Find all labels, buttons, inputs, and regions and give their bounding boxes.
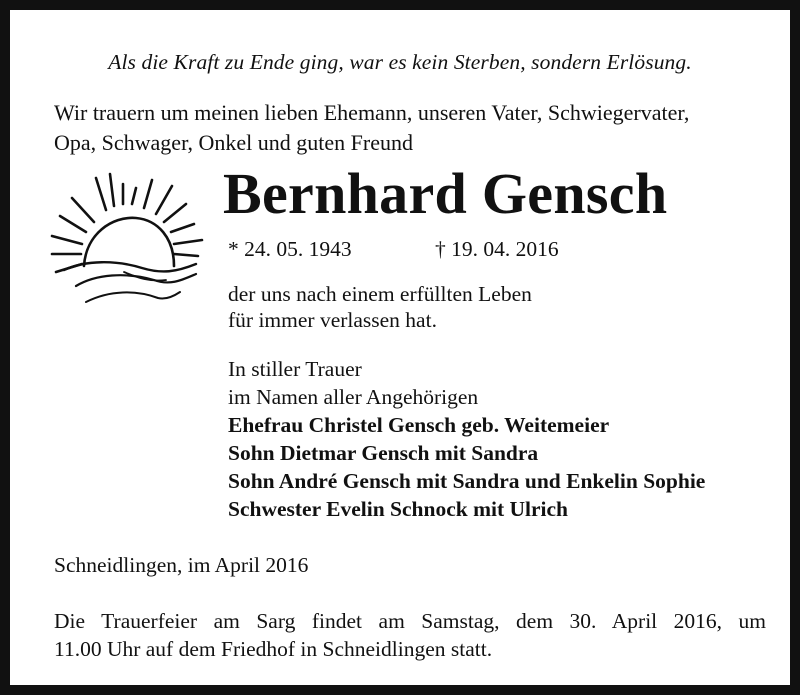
motto: Als die Kraft zu Ende ging, war es kein Sterben, sondern Erlösung. <box>108 50 692 74</box>
mourner-name: Sohn André Gensch mit Sandra und Enkelin Sophie <box>228 469 706 493</box>
mourner-name: Sohn Dietmar Gensch mit Sandra <box>228 441 539 465</box>
funeral-info <box>54 607 766 663</box>
mourners-line-1: In stiller Trauer <box>228 357 362 381</box>
mourner-name: Ehefrau Christel Gensch geb. Weitemeier <box>228 413 610 437</box>
sunset-over-hills-icon <box>46 168 206 313</box>
death-date: † 19. 04. 2016 <box>435 237 559 261</box>
tribute-text <box>228 281 532 333</box>
intro-line-1: Wir trauern um meinen lieben Ehemann, unseren Vater, Schwiegervater, <box>54 100 690 125</box>
tribute-line-2: für immer verlassen hat. <box>228 308 437 332</box>
mourners-block <box>228 355 705 523</box>
deceased-name: Bernhard Gensch <box>223 161 668 226</box>
funeral-line-1: Die Trauerfeier am Sarg findet am Samstag, dem 30. April 2016, um <box>54 609 766 633</box>
birth-date: * 24. 05. 1943 <box>228 237 352 261</box>
funeral-line-2: 11.00 Uhr auf dem Friedhof in Schneidlingen statt. <box>54 637 493 661</box>
mourners-line-2: im Namen aller Angehörigen <box>228 385 479 409</box>
mourner-name: Schwester Evelin Schnock mit Ulrich <box>228 497 569 521</box>
place-date: Schneidlingen, im April 2016 <box>54 553 309 577</box>
intro-line-2: Opa, Schwager, Onkel und guten Freund <box>54 130 413 155</box>
tribute-line-1: der uns nach einem erfüllten Leben <box>228 282 532 306</box>
intro-text <box>54 98 774 158</box>
